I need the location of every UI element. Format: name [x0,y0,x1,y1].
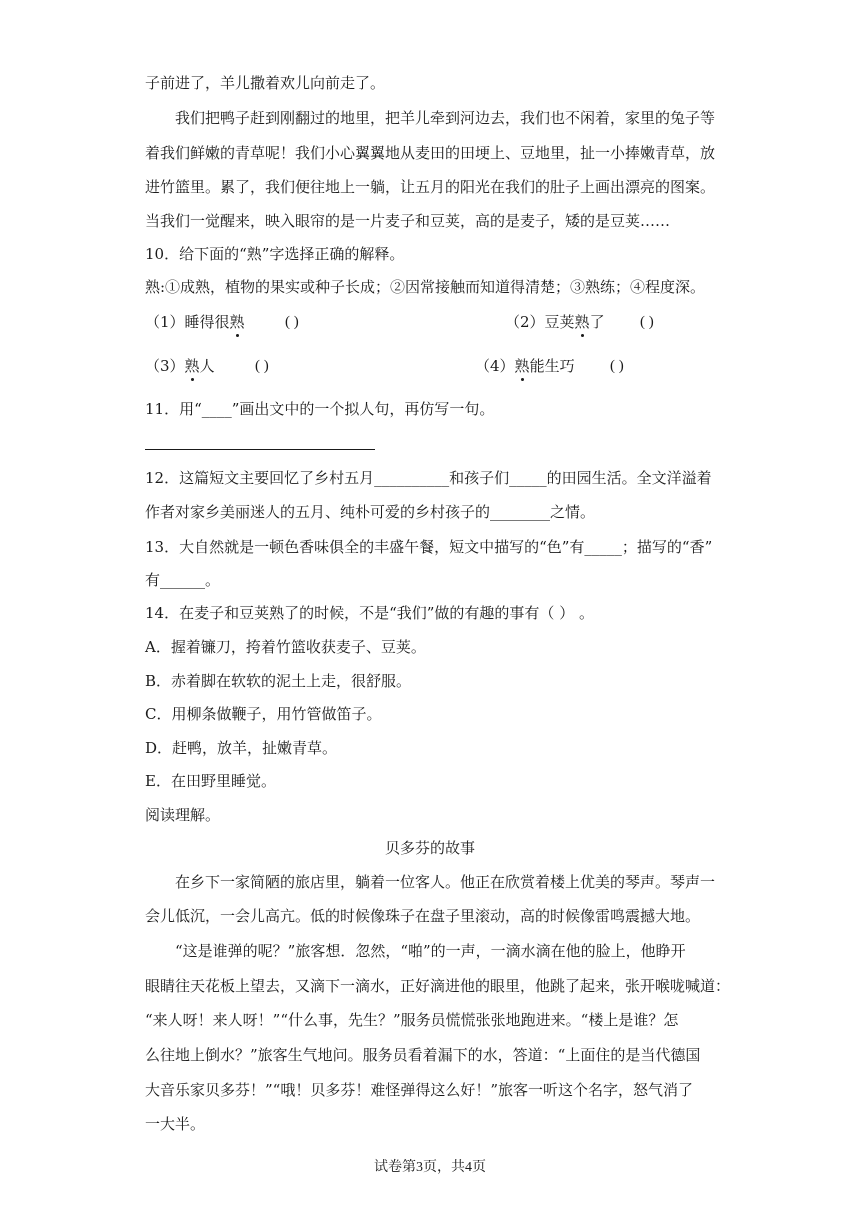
emphasis-char: 熟 [184,357,200,375]
passage-line: 着我们鲜嫩的青草呢！我们小心翼翼地从麦田的田埂上、豆地里，扯一小捧嫩青草，放 [145,144,716,162]
section-heading: 阅读理解。 [145,806,221,824]
question-13-line: 13．大自然就是一顿色香味俱全的丰盛午餐，短文中描写的“色”有_____；描写的“香” [145,538,713,556]
option-text: 人 [199,357,215,375]
emphasis-char: 熟 [574,313,590,331]
page-footer: 试卷第3页，共4页 [374,1160,486,1175]
story-line: 会儿低沉，一会儿高亢。低的时候像珠子在盘子里滚动，高的时候像雷鸣震撼大地。 [145,907,701,925]
story-line: “这是谁弹的呢？”旅客想．忽然，“啪”的一声，一滴水滴在他的脸上，他睁开 [175,942,686,960]
answer-blank[interactable]: ( ) [285,314,299,330]
story-line: “来人呀！来人呀！”“什么事，先生？”服务员慌慌张张地跑进来。“楼上是谁？怎 [145,1011,679,1029]
question-11-stem: 11．用“____”画出文中的一个拟人句，再仿写一句。 [145,400,495,418]
question-12-line: 作者对家乡美丽迷人的五月、纯朴可爱的乡村孩子的________之情。 [145,503,596,521]
question-10-definitions: 熟:①成熟，植物的果实或种子长成；②因常接触而知道得清楚；③熟练；④程度深。 [145,278,706,296]
question-10-option-3 [145,356,215,376]
choice-a[interactable]: A．握着镰刀，挎着竹篮收获麦子、豆荚。 [145,638,426,656]
emphasis-char: 熟 [229,313,245,331]
option-text: （2）豆荚 [505,313,575,331]
passage-line: 进竹篮里。累了，我们便往地上一躺，让五月的阳光在我们的肚子上画出漂亮的图案。 [145,178,716,196]
question-12-line: 12．这篇短文主要回忆了乡村五月__________和孩子们_____的田园生活。全文洋溢着 [145,469,712,487]
emphasis-char: 熟 [514,357,530,375]
option-text: （3） [145,357,185,375]
option-text: 能生巧 [529,357,575,375]
story-line: 在乡下一家简陋的旅店里，躺着一位客人。他正在欣赏着楼上优美的琴声。琴声一 [175,873,716,891]
question-13-line: 有______。 [145,571,221,589]
option-text: （4） [475,357,515,375]
passage-line: 子前进了，羊儿撒着欢儿向前走了。 [145,74,386,92]
choice-e[interactable]: E．在田野里睡觉。 [145,772,276,790]
answer-line[interactable] [145,449,375,450]
question-10-stem: 10．给下面的“熟”字选择正确的解释。 [145,245,405,263]
option-text: 了 [589,313,605,331]
story-line: 么往地上倒水？”旅客生气地问。服务员看着漏下的水，答道：“上面住的是当代德国 [145,1046,701,1064]
story-title: 贝多芬的故事 [384,839,475,857]
answer-blank[interactable]: ( ) [640,314,654,330]
choice-c[interactable]: C．用柳条做鞭子，用竹管做笛子。 [145,705,382,723]
answer-blank[interactable]: ( ) [255,358,269,374]
choice-b[interactable]: B．赤着脚在软软的泥土上走，很舒服。 [145,672,412,690]
passage-line: 我们把鸭子赶到刚翻过的地里，把羊儿牵到河边去，我们也不闲着，家里的兔子等 [175,109,716,127]
story-line: 大音乐家贝多芬！”“哦！贝多芬！难怪弹得这么好！”旅客一听这个名字，怒气消了 [145,1081,694,1099]
story-line: 一大半。 [145,1115,206,1133]
question-10-option-4 [475,356,575,376]
question-10-option-1 [145,312,245,332]
question-14-stem: 14．在麦子和豆荚熟了的时候，不是“我们”做的有趣的事有（ ） 。 [145,604,594,622]
choice-d[interactable]: D．赶鸭，放羊，扯嫩青草。 [145,739,338,757]
option-text: （1）睡得很 [145,313,230,331]
answer-blank[interactable]: ( ) [610,358,624,374]
question-10-option-2 [505,312,605,332]
story-line: 眼睛往天花板上望去，又滴下一滴水，正好滴进他的眼里，他跳了起来，张开喉咙喊道： [145,977,731,995]
passage-line: 当我们一觉醒来，映入眼帘的是一片麦子和豆荚，高的是麦子，矮的是豆荚…… [145,212,671,230]
